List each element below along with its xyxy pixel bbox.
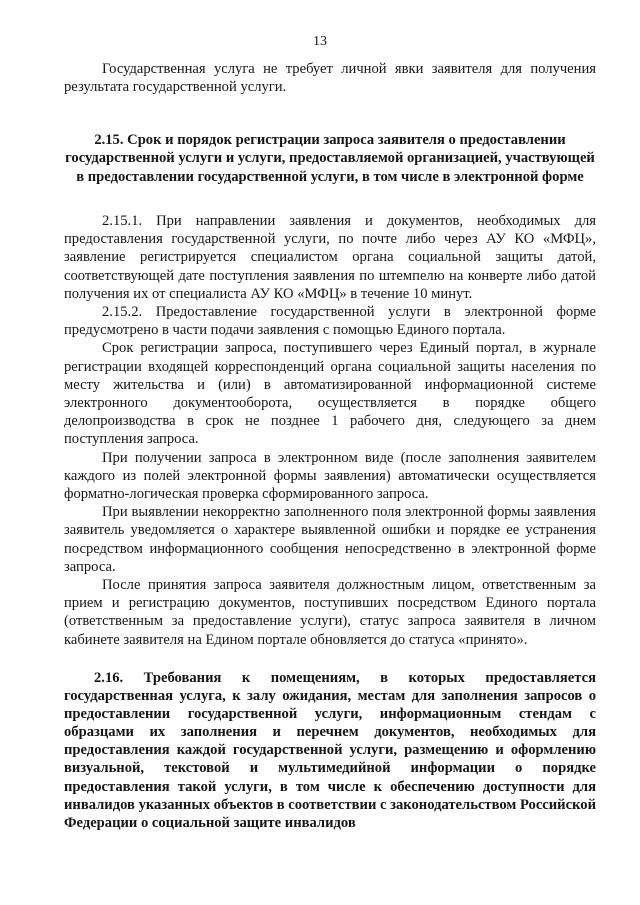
section-2-15-body	[64, 212, 596, 649]
paragraph-format-check: При получении запроса в электронном виде (после заполнения заявителем каждого из полей электронной формы заявления) автоматически осуществляется форматно-логическая проверка сформированного запроса.	[64, 449, 596, 503]
intro-paragraph: Государственная услуга не требует личной явки заявителя для получения результата государственной услуги.	[64, 61, 596, 96]
paragraph-status-accepted: После принятия запроса заявителя должностным лицом, ответственным за прием и регистрацию документов, поступивших посредством Единого портала (ответственным за предоставление услуги), статус запроса заявителя в личном кабинете заявителя на Едином портале обновляется до статуса «принято».	[64, 577, 596, 648]
page-number: 13	[313, 34, 327, 49]
intro-block	[64, 60, 596, 96]
section-2-16-heading: 2.16. Требования к помещениям, в которых предоставляется государственная услуга, к залу ожидания, местам для заполнения запросов о предоставлении государственной услуги, информационным стендам с образцами их заполнения и перечнем документов, необходимых для предоставления каждой государственной услуги, размещению и оформлению визуальной, текстовой и мультимедийной информации о порядке предоставления такой услуги, в том числе к обеспечению доступности для инвалидов указанных объектов в соответствии с законодательством Российской Федерации о социальной защите инвалидов	[64, 670, 596, 831]
paragraph-registration-term: Срок регистрации запроса, поступившего через Единый портал, в журнале регистрации входящей корреспонденций органа социальной защиты населения по месту жительства и (или) в автоматизированной информационной системе электронного документооборота, осуществляется в порядке общего делопроизводства в срок не позднее 1 рабочего дня, следующего за днем поступления запроса.	[64, 340, 596, 448]
paragraph-2-15-2: 2.15.2. Предоставление государственной услуги в электронной форме предусмотрено в части подачи заявления с помощью Единого портала.	[64, 304, 596, 339]
paragraph-2-15-1: 2.15.1. При направлении заявления и документов, необходимых для предоставления государственной услуги, по почте либо через АУ КО «МФЦ», заявление регистрируется специалистом органа социальной защиты датой, соответствующей дате поступления заявления по штемпелю на конверте либо датой получения их от специалиста АУ КО «МФЦ» в течение 10 минут.	[64, 213, 596, 302]
paragraph-error-notice: При выявлении некорректно заполненного поля электронной формы заявления заявитель уведомляется о характере выявленной ошибки и порядке ее устранения посредством информационного сообщения непосредственно в электронной форме запроса.	[64, 504, 596, 575]
section-2-15-heading: 2.15. Срок и порядок регистрации запроса заявителя о предоставлении государственной услуги и услуги, предоставляемой организацией, участвующей в предоставлении государственной услуги, в том числе в электронной форме	[65, 132, 595, 185]
